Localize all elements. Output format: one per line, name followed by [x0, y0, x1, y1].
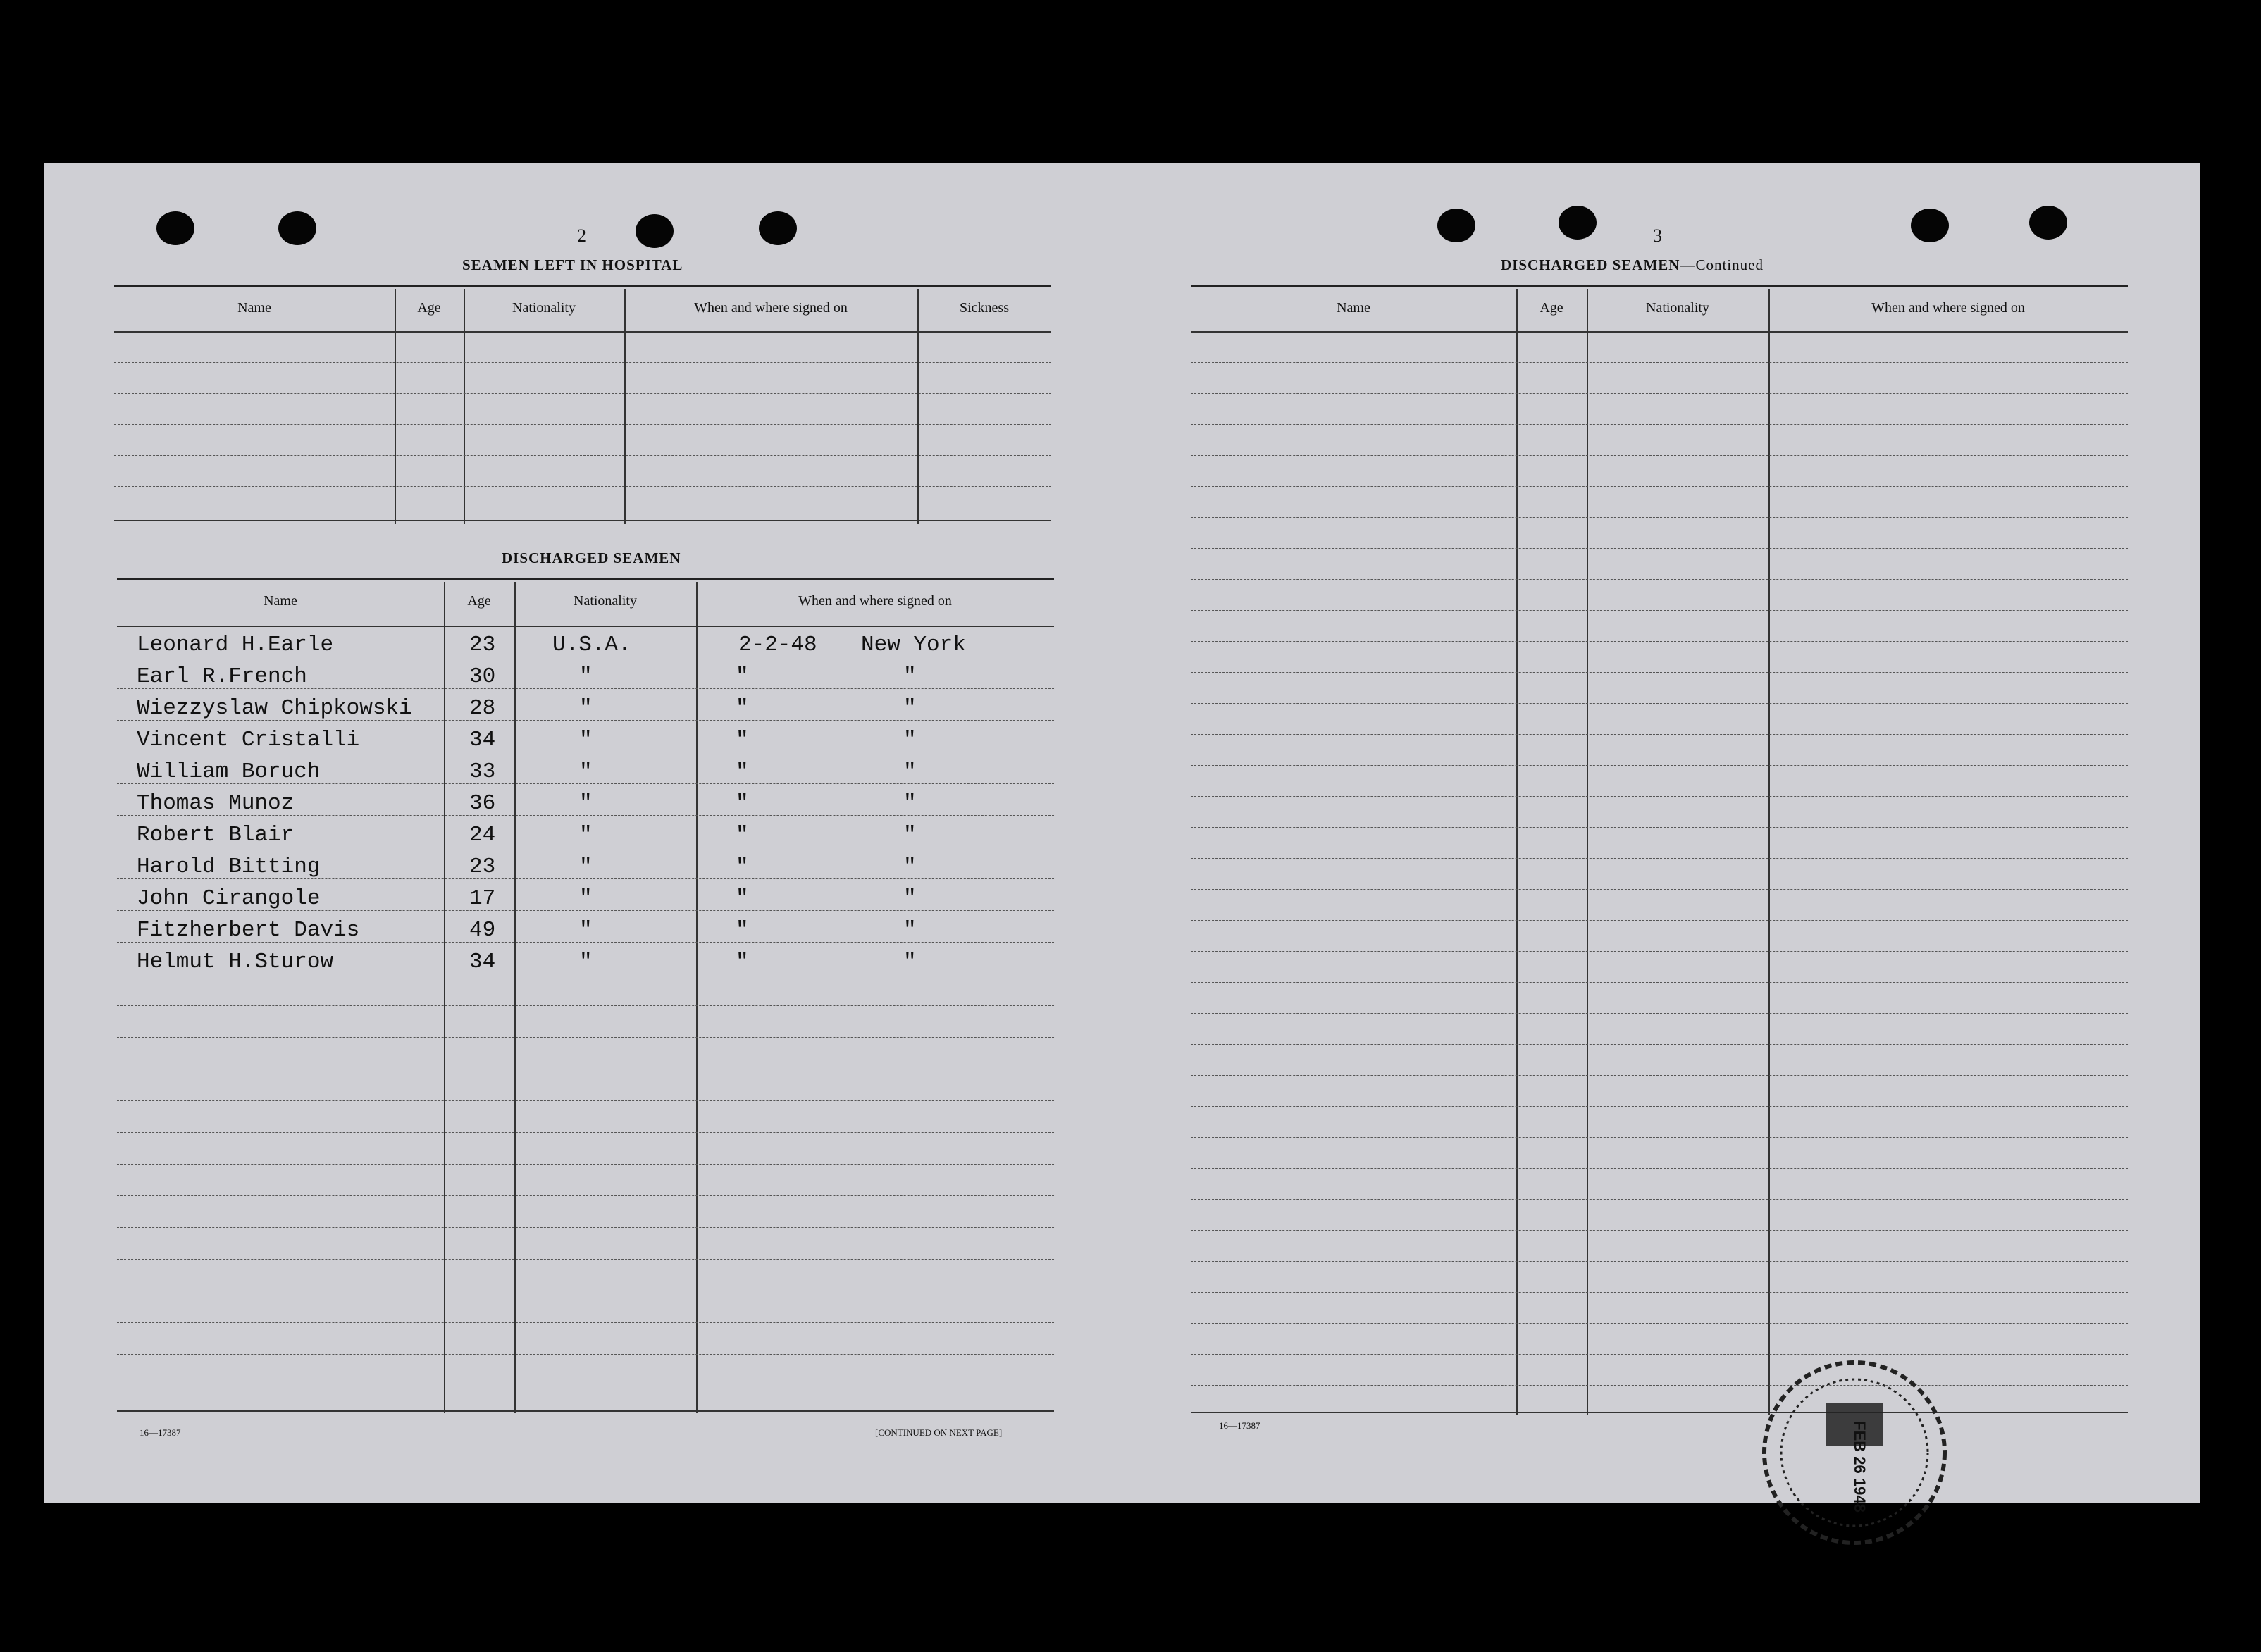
row-rule [1191, 424, 2128, 425]
row-rule [114, 362, 1051, 363]
row-nationality: " [579, 855, 593, 879]
row-rule [117, 1164, 1054, 1165]
header-signed-on: When and where signed on [694, 300, 848, 316]
row-rule [1191, 641, 2128, 642]
row-rule [1191, 982, 2128, 983]
crew-list-sheet [44, 163, 2200, 1513]
row-age: 36 [469, 791, 496, 816]
row-rule [117, 1037, 1054, 1038]
row-rule [117, 1227, 1054, 1228]
divider [1191, 285, 2128, 287]
row-rule [1191, 362, 2128, 363]
row-date: " [736, 759, 749, 784]
row-rule [1191, 393, 2128, 394]
row-nationality: " [579, 728, 593, 752]
row-nationality: " [579, 664, 593, 689]
divider [114, 285, 1051, 287]
header-name: Name [1337, 300, 1370, 316]
punch-hole [278, 211, 316, 245]
row-nationality: " [579, 791, 593, 816]
row-rule [1191, 610, 2128, 611]
row-name: Fitzherbert Davis [137, 918, 360, 943]
row-name: Helmut H.Sturow [137, 950, 334, 974]
row-rule [1191, 1168, 2128, 1169]
form-number-right: 16—17387 [1219, 1420, 1260, 1431]
header-sickness: Sickness [960, 300, 1009, 316]
header-rule [114, 331, 1051, 333]
row-rule [1191, 1354, 2128, 1355]
row-rule [1191, 1230, 2128, 1231]
title-main: DISCHARGED SEAMEN [1501, 256, 1680, 273]
row-age: 34 [469, 950, 496, 974]
row-nationality: " [579, 823, 593, 847]
title-suffix: —Continued [1680, 256, 1764, 273]
header-signed-on: When and where signed on [798, 593, 952, 609]
row-rule [1191, 1106, 2128, 1107]
row-rule [1191, 1137, 2128, 1138]
punch-hole [2029, 206, 2067, 240]
received-stamp [1756, 1354, 1953, 1551]
header-age: Age [467, 593, 491, 609]
row-place: " [903, 759, 917, 784]
row-place: " [903, 855, 917, 879]
page-number-left: 2 [577, 225, 586, 246]
row-nationality: " [579, 950, 593, 974]
hospital-table [114, 289, 1051, 524]
row-age: 24 [469, 823, 496, 847]
row-rule [1191, 1044, 2128, 1045]
row-age: 34 [469, 728, 496, 752]
punch-hole [156, 211, 194, 245]
punch-hole [759, 211, 797, 245]
row-name: William Boruch [137, 759, 321, 784]
row-date: " [736, 918, 749, 943]
table-bottom-rule [114, 520, 1051, 521]
row-name: John Cirangole [137, 886, 321, 911]
header-nationality: Nationality [1646, 300, 1709, 316]
row-name: Robert Blair [137, 823, 295, 847]
column-divider [1587, 289, 1588, 1415]
header-rule [1191, 331, 2128, 333]
punch-hole [1559, 206, 1597, 240]
row-date: " [736, 886, 749, 911]
row-age: 30 [469, 664, 496, 689]
row-nationality: U.S.A. [552, 633, 631, 657]
punch-hole [1437, 209, 1475, 242]
discharged-continued-title [1501, 256, 1764, 274]
punch-hole [1911, 209, 1949, 242]
discharged-section-title: DISCHARGED SEAMEN [502, 549, 681, 566]
row-name: Earl R.French [137, 664, 307, 689]
row-rule [117, 1100, 1054, 1101]
row-name: Wiezzyslaw Chipkowski [137, 696, 412, 721]
hospital-section-title: SEAMEN LEFT IN HOSPITAL [462, 256, 683, 273]
column-divider [917, 289, 919, 524]
stamp-date: FEB 26 1948 [1851, 1421, 1869, 1513]
row-name: Harold Bitting [137, 855, 321, 879]
row-place: New York [861, 633, 966, 657]
row-place: " [903, 696, 917, 721]
row-age: 33 [469, 759, 496, 784]
row-rule [1191, 827, 2128, 828]
row-rule [1191, 548, 2128, 549]
row-rule [1191, 1292, 2128, 1293]
row-rule [1191, 1323, 2128, 1324]
header-name: Name [237, 300, 271, 316]
row-age: 23 [469, 855, 496, 879]
discharged-continued-table [1191, 289, 2128, 1415]
row-place: " [903, 886, 917, 911]
row-rule [1191, 1385, 2128, 1386]
header-rule [117, 626, 1054, 627]
row-nationality: " [579, 918, 593, 943]
row-rule [1191, 889, 2128, 890]
table-bottom-rule [117, 1410, 1054, 1412]
row-rule [1191, 796, 2128, 797]
punch-hole [636, 214, 674, 248]
row-rule [114, 393, 1051, 394]
row-rule [114, 455, 1051, 456]
row-rule [1191, 455, 2128, 456]
row-place: " [903, 918, 917, 943]
row-date: " [736, 855, 749, 879]
column-divider [624, 289, 626, 524]
row-rule [1191, 1199, 2128, 1200]
row-rule [1191, 1261, 2128, 1262]
row-date: " [736, 664, 749, 689]
row-rule [1191, 951, 2128, 952]
row-rule [117, 1132, 1054, 1133]
continued-note: [CONTINUED ON NEXT PAGE] [875, 1427, 1003, 1438]
row-rule [1191, 734, 2128, 735]
row-place: " [903, 728, 917, 752]
row-rule [1191, 858, 2128, 859]
divider [117, 578, 1054, 580]
column-divider [1516, 289, 1518, 1415]
row-rule [114, 486, 1051, 487]
row-place: " [903, 791, 917, 816]
row-date: " [736, 696, 749, 721]
row-rule [1191, 672, 2128, 673]
header-signed-on: When and where signed on [1871, 300, 2025, 316]
row-date: " [736, 823, 749, 847]
row-rule [117, 1259, 1054, 1260]
row-rule [1191, 517, 2128, 518]
column-divider [696, 582, 698, 1413]
row-date: 2-2-48 [738, 633, 817, 657]
row-name: Vincent Cristalli [137, 728, 360, 752]
row-age: 23 [469, 633, 496, 657]
header-age: Age [1540, 300, 1563, 316]
column-divider [1768, 289, 1770, 1415]
row-name: Leonard H.Earle [137, 633, 334, 657]
header-age: Age [417, 300, 441, 316]
row-date: " [736, 950, 749, 974]
row-name: Thomas Munoz [137, 791, 295, 816]
row-date: " [736, 728, 749, 752]
row-age: 49 [469, 918, 496, 943]
row-rule [1191, 765, 2128, 766]
row-rule [1191, 920, 2128, 921]
header-name: Name [264, 593, 297, 609]
row-place: " [903, 664, 917, 689]
row-rule [1191, 579, 2128, 580]
row-rule [117, 1322, 1054, 1323]
row-rule [117, 1354, 1054, 1355]
column-divider [514, 582, 516, 1413]
column-divider [464, 289, 465, 524]
row-rule [117, 1005, 1054, 1006]
row-date: " [736, 791, 749, 816]
row-age: 17 [469, 886, 496, 911]
row-age: 28 [469, 696, 496, 721]
row-rule [117, 1195, 1054, 1196]
row-rule [114, 424, 1051, 425]
table-bottom-rule [1191, 1412, 2128, 1413]
row-rule [1191, 703, 2128, 704]
column-divider [395, 289, 396, 524]
row-nationality: " [579, 696, 593, 721]
row-rule [1191, 1013, 2128, 1014]
row-place: " [903, 950, 917, 974]
row-nationality: " [579, 886, 593, 911]
row-place: " [903, 823, 917, 847]
page-number-right: 3 [1653, 225, 1662, 246]
header-nationality: Nationality [574, 593, 637, 609]
row-rule [1191, 1075, 2128, 1076]
form-number-left: 16—17387 [140, 1427, 181, 1438]
row-rule [1191, 486, 2128, 487]
column-divider [444, 582, 445, 1413]
row-nationality: " [579, 759, 593, 784]
header-nationality: Nationality [512, 300, 576, 316]
